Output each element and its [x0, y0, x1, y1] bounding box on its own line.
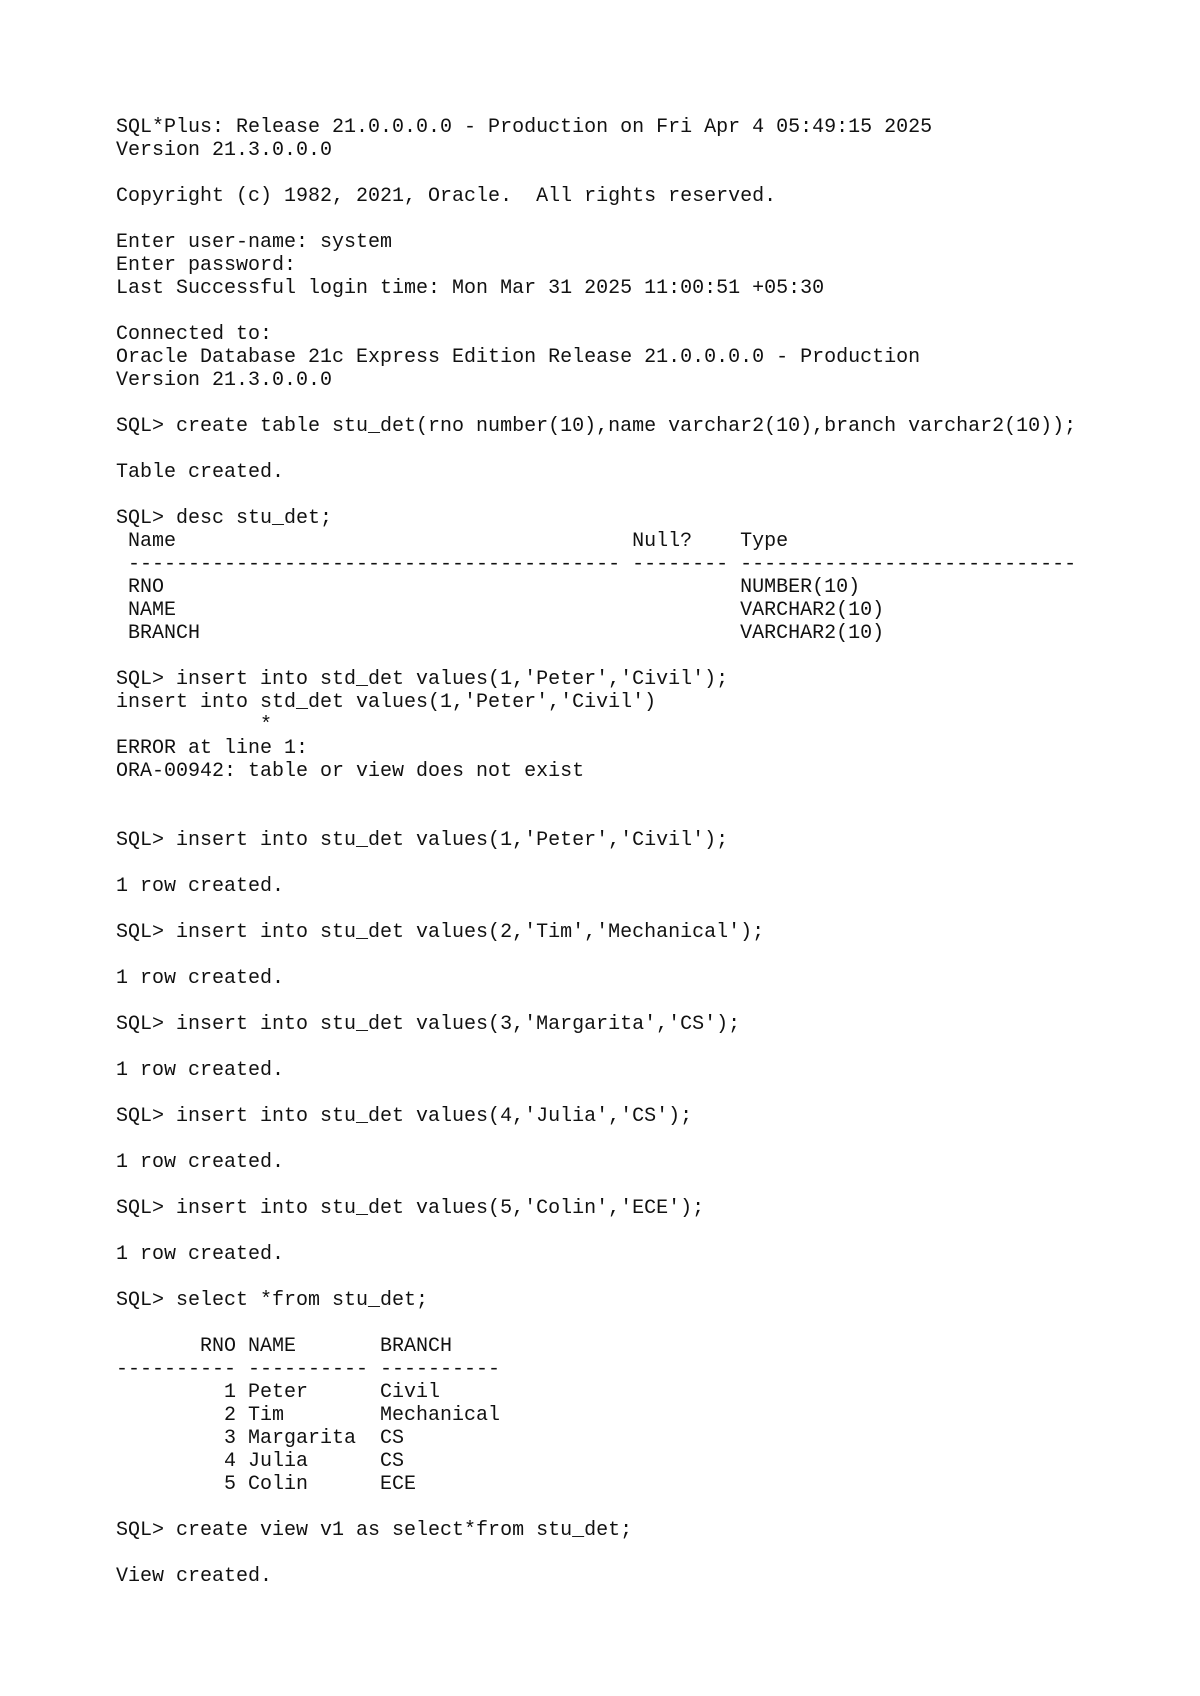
error-marker-line: *	[116, 714, 273, 737]
version-line: Version 21.3.0.0.0	[116, 139, 333, 162]
database-edition-line: Oracle Database 21c Express Edition Release 21.0.0.0.0 - Production	[116, 346, 921, 369]
desc-separator-line: ----------------------------------------- -------- ----------------------------	[116, 553, 1077, 576]
blank-line	[116, 1496, 1116, 1519]
sql-command-line: SQL> insert into stu_det values(4,'Julia','CS');	[116, 1105, 693, 1128]
blank-line	[116, 1220, 1116, 1243]
blank-line	[116, 300, 1116, 323]
blank-line	[116, 852, 1116, 875]
sql-output-line: 1 row created.	[116, 875, 285, 898]
result-row: 1 Peter Civil	[116, 1381, 441, 1404]
sql-output-line: 1 row created.	[116, 1243, 285, 1266]
result-separator-line: ---------- ---------- ----------	[116, 1358, 501, 1381]
blank-line	[116, 1266, 1116, 1289]
sql-output-line: 1 row created.	[116, 1059, 285, 1082]
blank-line	[116, 392, 1116, 415]
blank-line	[116, 1174, 1116, 1197]
result-row: 2 Tim Mechanical	[116, 1404, 501, 1427]
blank-line	[116, 484, 1116, 507]
last-login-line: Last Successful login time: Mon Mar 31 2025 11:00:51 +05:30	[116, 277, 825, 300]
blank-line	[116, 898, 1116, 921]
blank-line	[116, 944, 1116, 967]
error-location-line: ERROR at line 1:	[116, 737, 309, 760]
connected-line: Connected to:	[116, 323, 273, 346]
sql-command-line: SQL> insert into std_det values(1,'Peter','Civil');	[116, 668, 729, 691]
desc-row: RNO NUMBER(10)	[116, 576, 861, 599]
blank-line	[116, 438, 1116, 461]
desc-row: NAME VARCHAR2(10)	[116, 599, 885, 622]
sql-output-line: 1 row created.	[116, 967, 285, 990]
version-line: Version 21.3.0.0.0	[116, 369, 333, 392]
error-echo-line: insert into std_det values(1,'Peter','Civil')	[116, 691, 657, 714]
sql-command-line: SQL> desc stu_det;	[116, 507, 333, 530]
result-header-line: RNO NAME BRANCH	[116, 1335, 453, 1358]
password-prompt: Enter password:	[116, 254, 297, 277]
blank-line	[116, 1082, 1116, 1105]
sql-command-line: SQL> insert into stu_det values(2,'Tim','Mechanical');	[116, 921, 765, 944]
desc-header-line: Name Null? Type	[116, 530, 789, 553]
sql-command-line: SQL> insert into stu_det values(3,'Margarita','CS');	[116, 1013, 741, 1036]
sql-command-line: SQL> select *from stu_det;	[116, 1289, 429, 1312]
desc-row: BRANCH VARCHAR2(10)	[116, 622, 885, 645]
blank-line	[116, 1542, 1116, 1565]
sql-output-line: 1 row created.	[116, 1151, 285, 1174]
blank-line	[116, 1128, 1116, 1151]
sql-output-line: Table created.	[116, 461, 285, 484]
blank-line	[116, 645, 1116, 668]
result-row: 3 Margarita CS	[116, 1427, 405, 1450]
sql-command-line: SQL> insert into stu_det values(1,'Peter','Civil');	[116, 829, 729, 852]
banner-line: SQL*Plus: Release 21.0.0.0.0 - Production on Fri Apr 4 05:49:15 2025	[116, 116, 933, 139]
blank-line	[116, 208, 1116, 231]
blank-line	[116, 162, 1116, 185]
error-message-line: ORA-00942: table or view does not exist	[116, 760, 585, 783]
result-row: 5 Colin ECE	[116, 1473, 417, 1496]
sql-output-line: View created.	[116, 1565, 273, 1588]
sql-command-line: SQL> insert into stu_det values(5,'Colin','ECE');	[116, 1197, 705, 1220]
sql-command-line: SQL> create view v1 as select*from stu_det;	[116, 1519, 633, 1542]
blank-line	[116, 990, 1116, 1013]
terminal-transcript	[116, 116, 1116, 1588]
result-row: 4 Julia CS	[116, 1450, 405, 1473]
copyright-line: Copyright (c) 1982, 2021, Oracle. All rights reserved.	[116, 185, 777, 208]
blank-line	[116, 783, 1116, 806]
blank-line	[116, 1036, 1116, 1059]
username-prompt: Enter user-name: system	[116, 231, 393, 254]
blank-line	[116, 806, 1116, 829]
blank-line	[116, 1312, 1116, 1335]
sql-command-line: SQL> create table stu_det(rno number(10),name varchar2(10),branch varchar2(10));	[116, 415, 1077, 438]
